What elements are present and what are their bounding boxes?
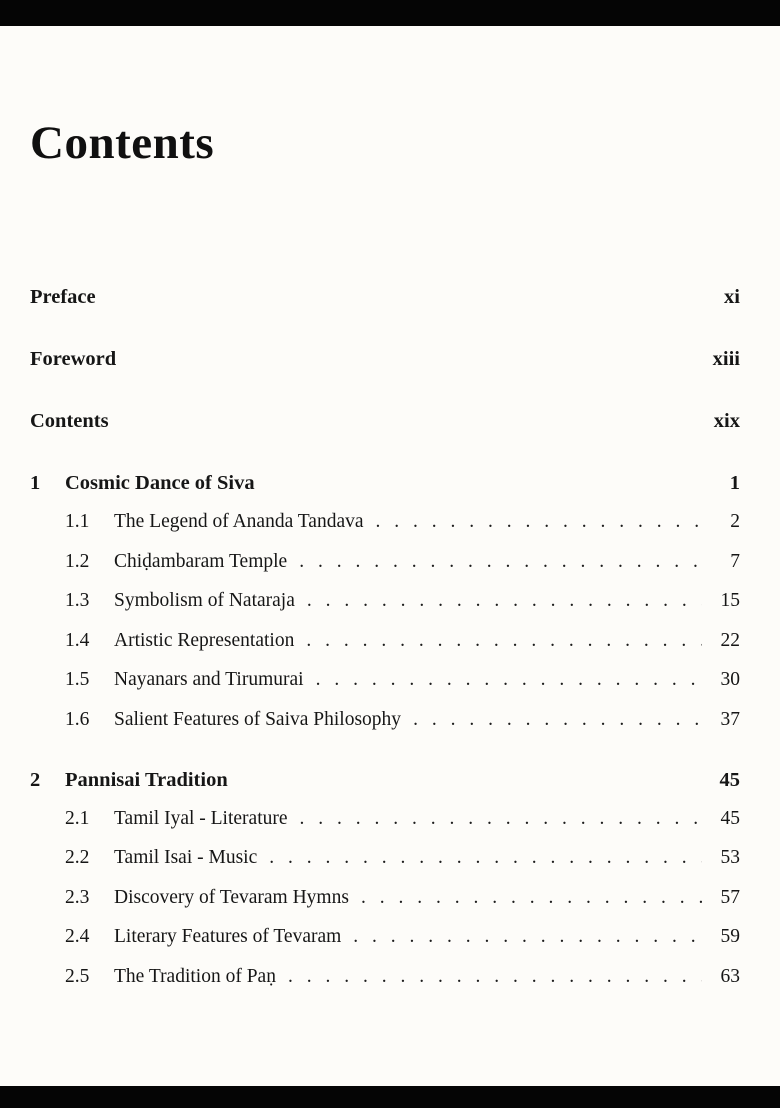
dot-leader: [307, 590, 702, 612]
section-title: Tamil Iyal - Literature: [114, 807, 288, 829]
section-page: 59: [720, 926, 740, 948]
entry-label: Foreword: [30, 348, 117, 371]
dot-leader: [306, 630, 702, 652]
entry-page: xix: [713, 410, 740, 433]
toc-section-row: [65, 926, 740, 948]
dot-leader: [413, 709, 702, 731]
section-number: 2.1: [65, 807, 90, 829]
dot-leader: [300, 808, 702, 830]
entry-label: Contents: [30, 410, 109, 433]
dot-leader: [316, 669, 702, 691]
chapter-title: Cosmic Dance of Siva: [65, 472, 255, 495]
dot-leader: [353, 926, 702, 948]
section-page: 57: [720, 886, 740, 908]
toc-section-row: [65, 966, 740, 988]
chapter-number: 1: [30, 472, 41, 495]
chapter-heading-2: [30, 769, 740, 792]
toc-section-row: [65, 847, 740, 869]
section-number: 2.2: [65, 847, 90, 869]
toc-section-row: [65, 551, 740, 573]
section-number: 2.3: [65, 886, 90, 908]
section-page: 15: [720, 590, 740, 612]
section-number: 1.3: [65, 590, 90, 612]
section-title: The Tradition of Paṇ: [114, 965, 276, 987]
section-number: 1.5: [65, 669, 90, 691]
section-number: 2.4: [65, 926, 90, 948]
chapter-number: 2: [30, 768, 41, 791]
entry-page: xi: [724, 286, 740, 309]
chapter-heading-1: [30, 472, 740, 495]
chapter-page: 1: [729, 472, 740, 495]
entry-label: Preface: [30, 286, 96, 309]
toc-page: [0, 26, 780, 1086]
section-number: 1.2: [65, 550, 90, 572]
section-page: 22: [720, 629, 740, 651]
toc-section-row: [65, 630, 740, 652]
dot-leader: [299, 551, 702, 573]
section-page: 30: [720, 669, 740, 691]
section-number: 1.1: [65, 511, 90, 533]
section-title: Discovery of Tevaram Hymns: [114, 886, 349, 908]
section-title: Nayanars and Tirumurai: [114, 669, 304, 691]
scan-edge-bottom: [0, 1086, 780, 1108]
section-page: 37: [720, 708, 740, 730]
page-title: Contents: [30, 117, 215, 169]
section-page: 7: [730, 550, 740, 572]
section-page: 2: [730, 511, 740, 533]
dot-leader: [269, 847, 702, 869]
chapter-title: Pannisai Tradition: [65, 768, 228, 791]
section-page: 63: [720, 965, 740, 987]
section-title: Tamil Isai - Music: [114, 847, 258, 869]
frontmatter-list: [30, 286, 740, 433]
section-title: Chiḍambaram Temple: [114, 550, 288, 572]
toc-section-row: [65, 887, 740, 909]
toc-entry-foreword: [30, 348, 740, 371]
scan-edge-top: [0, 0, 780, 26]
chapter-1-sections: [30, 511, 740, 731]
toc-section-row: [65, 511, 740, 533]
section-number: 1.4: [65, 629, 90, 651]
section-title: The Legend of Ananda Tandava: [114, 511, 364, 533]
section-page: 53: [720, 847, 740, 869]
section-title: Salient Features of Saiva Philosophy: [114, 708, 402, 730]
toc-section-row: [65, 590, 740, 612]
toc-section-row: [65, 709, 740, 731]
section-title: Artistic Representation: [114, 629, 295, 651]
dot-leader: [288, 966, 702, 988]
section-title: Literary Features of Tevaram: [114, 926, 342, 948]
toc-section-row: [65, 808, 740, 830]
chapter-2-sections: [30, 808, 740, 988]
toc-entry-preface: [30, 286, 740, 309]
toc-section-row: [65, 669, 740, 691]
section-title: Symbolism of Nataraja: [114, 590, 295, 612]
section-number: 2.5: [65, 965, 90, 987]
dot-leader: [376, 511, 702, 533]
section-page: 45: [720, 807, 740, 829]
entry-page: xiii: [712, 348, 740, 371]
toc-entry-contents: [30, 410, 740, 433]
dot-leader: [361, 887, 702, 909]
section-number: 1.6: [65, 708, 90, 730]
chapter-page: 45: [719, 768, 740, 791]
